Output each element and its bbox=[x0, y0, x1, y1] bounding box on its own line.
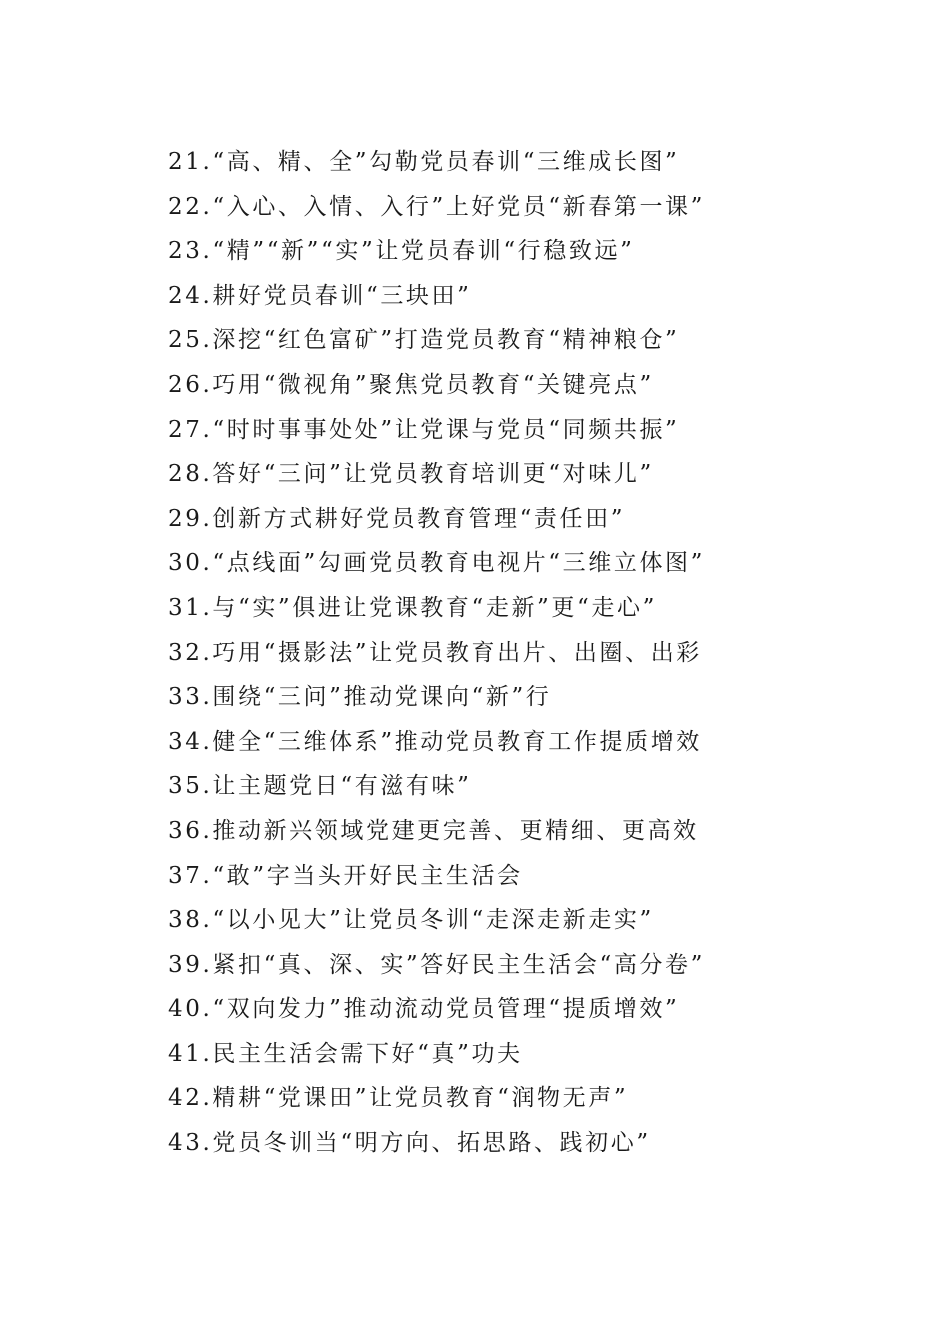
list-item: 25.深挖“红色富矿”打造党员教育“精神粮仓” bbox=[168, 327, 680, 354]
list-item: 23.“精”“新”“实”让党员春训“行稳致远” bbox=[168, 238, 635, 265]
list-item: 43.党员冬训当“明方向、拓思路、践初心” bbox=[168, 1130, 651, 1157]
list-item: 28.答好“三问”让党员教育培训更“对味儿” bbox=[168, 461, 654, 488]
list-item: 37.“敢”字当头开好民主生活会 bbox=[168, 862, 523, 889]
list-item: 34.健全“三维体系”推动党员教育工作提质增效 bbox=[168, 728, 702, 755]
list-item: 32.巧用“摄影法”让党员教育出片、出圈、出彩 bbox=[168, 639, 702, 666]
list-item: 31.与“实”俱进让党课教育“走新”更“走心” bbox=[168, 594, 657, 621]
list-item: 39.紧扣“真、深、实”答好民主生活会“高分卷” bbox=[168, 951, 706, 978]
list-item: 26.巧用“微视角”聚焦党员教育“关键亮点” bbox=[168, 371, 654, 398]
list-item: 40.“双向发力”推动流动党员管理“提质增效” bbox=[168, 996, 680, 1023]
list-item: 36.推动新兴领域党建更完善、更精细、更高效 bbox=[168, 817, 699, 844]
list-item: 21.“高、精、全”勾勒党员春训“三维成长图” bbox=[168, 149, 680, 175]
list-item: 30.“点线面”勾画党员教育电视片“三维立体图” bbox=[168, 550, 706, 577]
list-item: 42.精耕“党课田”让党员教育“润物无声” bbox=[168, 1085, 629, 1112]
list-item: 24.耕好党员春训“三块田” bbox=[168, 282, 472, 309]
list-item: 29.创新方式耕好党员教育管理“责任田” bbox=[168, 505, 626, 532]
list-item: 38.“以小见大”让党员冬训“走深走新走实” bbox=[168, 907, 654, 934]
list-item: 35.让主题党日“有滋有味” bbox=[168, 773, 472, 800]
list-item: 22.“入心、入情、入行”上好党员“新春第一课” bbox=[168, 193, 706, 220]
list-item: 27.“时时事事处处”让党课与党员“同频共振” bbox=[168, 416, 680, 443]
list-item: 41.民主生活会需下好“真”功夫 bbox=[168, 1040, 523, 1067]
title-list bbox=[168, 140, 888, 1166]
list-item: 33.围绕“三问”推动党课向“新”行 bbox=[168, 684, 552, 711]
